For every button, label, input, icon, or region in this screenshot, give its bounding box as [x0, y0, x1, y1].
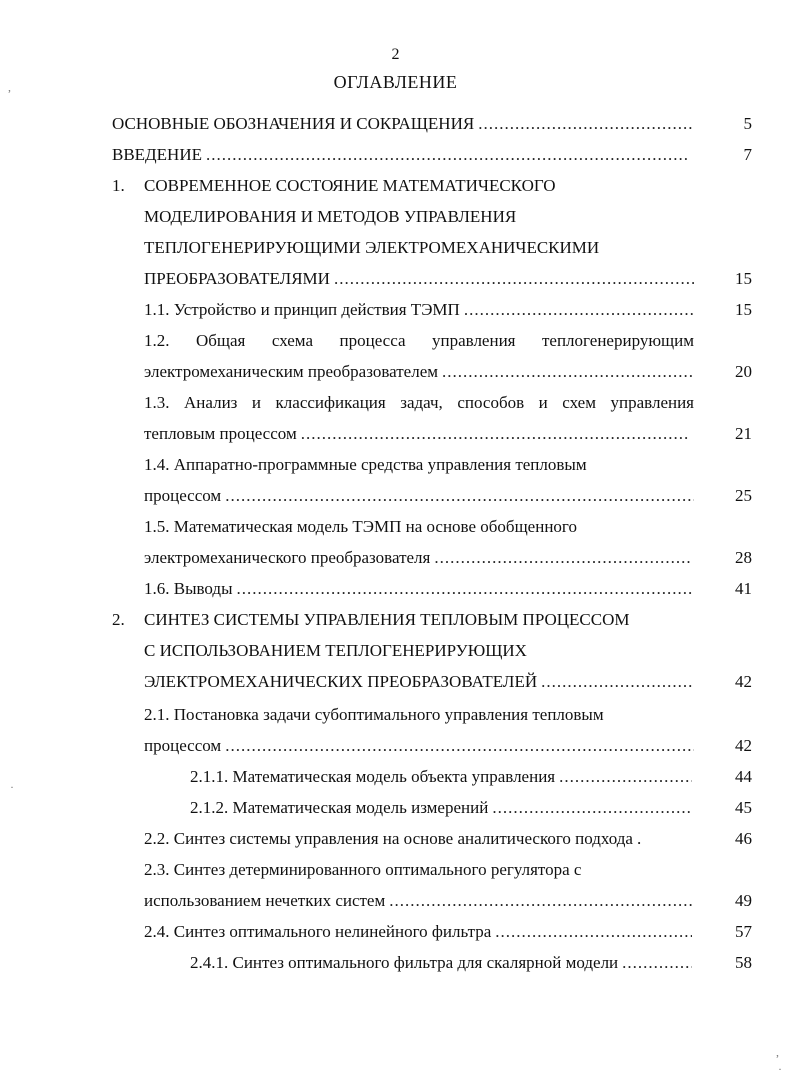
toc-entry [144, 548, 690, 568]
toc-entry-text: 1.4. Аппаратно-программные средства управления тепловым [144, 455, 587, 474]
toc-entry-text: 2.1.1. Математическая модель объекта управления [190, 767, 556, 786]
toc-page-number: 15 [735, 269, 752, 288]
chapter-title-line: СОВРЕМЕННОЕ СОСТОЯНИЕ МАТЕМАТИЧЕСКОГО [144, 176, 556, 195]
leader-dots [464, 300, 694, 320]
leader-dots [495, 922, 692, 942]
toc-page-number: 5 [743, 114, 752, 133]
toc-entry-text: ОСНОВНЫЕ ОБОЗНАЧЕНИЯ И СОКРАЩЕНИЯ [112, 114, 475, 133]
toc-page-number: 42 [735, 672, 752, 691]
leader-dots: . [636, 829, 642, 848]
toc-page-number: 57 [735, 922, 752, 941]
toc-entry-text: процессом [144, 736, 222, 755]
toc-entry-text: 2.1. Постановка задачи субоптимального управления тепловым [144, 705, 604, 724]
toc-entry-text: электромеханического преобразователя [144, 548, 431, 567]
toc-entry [190, 798, 692, 818]
page-title: ОГЛАВЛЕНИЕ [333, 72, 458, 92]
toc-page-number: 58 [735, 953, 752, 972]
toc-page-number: 44 [735, 767, 752, 786]
leader-dots [442, 362, 694, 382]
toc-entry [112, 114, 694, 134]
chapter-title-line: МОДЕЛИРОВАНИЯ И МЕТОДОВ УПРАВЛЕНИЯ [144, 207, 517, 226]
toc-entry [144, 579, 694, 599]
toc-page-number: 42 [735, 736, 752, 755]
toc-entry [144, 424, 690, 444]
chapter-title-line: ТЕПЛОГЕНЕРИРУЮЩИМИ ЭЛЕКТРОМЕХАНИЧЕСКИМИ [144, 238, 600, 257]
toc-entry-text: 2.4.1. Синтез оптимального фильтра для скалярной модели [190, 953, 619, 972]
toc-entry-text: 2.2. Синтез системы управления на основе аналитического подхода [144, 829, 633, 848]
toc-page-number: 49 [735, 891, 752, 910]
toc-entry [144, 922, 692, 942]
scan-speck: · [10, 780, 14, 794]
toc-entry [190, 767, 692, 787]
toc-entry [112, 145, 690, 165]
toc-page-number: 41 [735, 579, 752, 598]
toc-entry-text: электромеханическим преобразователем [144, 362, 439, 381]
toc-entry-text: тепловым процессом [144, 424, 297, 443]
leader-dots [206, 145, 690, 165]
leader-dots [225, 486, 694, 506]
scan-speck: , [776, 1045, 779, 1059]
toc-page-number: 20 [735, 362, 752, 381]
toc-entry-text: 2.1.2. Математическая модель измерений [190, 798, 489, 817]
toc-entry [144, 486, 694, 506]
leader-dots [301, 424, 690, 444]
toc-page-number: 45 [735, 798, 752, 817]
leader-dots [237, 579, 694, 599]
toc-page-number: 15 [735, 300, 752, 319]
toc-entry [144, 362, 694, 382]
leader-dots [389, 891, 694, 911]
leader-dots [622, 953, 692, 973]
toc-entry-text: 2.3. Синтез детерминированного оптимального регулятора с [144, 860, 582, 879]
toc-page-number: 7 [743, 145, 752, 164]
toc-entry [144, 269, 694, 289]
toc-entry-text: 1.5. Математическая модель ТЭМП на основе обобщенного [144, 517, 577, 536]
toc-entry [144, 300, 694, 320]
toc-entry [144, 891, 694, 911]
chapter-number: 1. [112, 176, 125, 195]
chapter-title-line: ПРЕОБРАЗОВАТЕЛЯМИ [144, 269, 330, 288]
toc-entry-text: 1.1. Устройство и принцип действия ТЭМП [144, 300, 460, 319]
toc-entry [144, 672, 694, 692]
toc-entry-text: процессом [144, 486, 222, 505]
leader-dots [434, 548, 690, 568]
toc-entry-text: 1.6. Выводы [144, 579, 233, 598]
toc-entry-text: 1.2. Общая схема процесса управления теплогенерирующим [144, 331, 694, 350]
chapter-title-line: С ИСПОЛЬЗОВАНИЕМ ТЕПЛОГЕНЕРИРУЮЩИХ [144, 641, 527, 660]
leader-dots [541, 672, 694, 692]
chapter-number: 2. [112, 610, 125, 629]
chapter-title-line: СИНТЕЗ СИСТЕМЫ УПРАВЛЕНИЯ ТЕПЛОВЫМ ПРОЦЕССОМ [144, 610, 630, 629]
toc-page-number: 21 [735, 424, 752, 443]
toc-entry-text: ВВЕДЕНИЕ [112, 145, 202, 164]
toc-page-number: 25 [735, 486, 752, 505]
leader-dots [334, 269, 694, 289]
toc-entry [190, 953, 692, 973]
scan-speck: , [8, 80, 11, 94]
chapter-title-line: ЭЛЕКТРОМЕХАНИЧЕСКИХ ПРЕОБРАЗОВАТЕЛЕЙ [144, 672, 538, 691]
toc-entry [144, 829, 700, 849]
leader-dots [492, 798, 692, 818]
toc-entry-text: 2.4. Синтез оптимального нелинейного фильтра [144, 922, 492, 941]
toc-entry-text: 1.3. Анализ и классификация задач, способов и схем управления [144, 393, 694, 412]
page-number: 2 [391, 46, 400, 63]
leader-dots [225, 736, 694, 756]
toc-entry [144, 736, 694, 756]
leader-dots [559, 767, 692, 787]
leader-dots [478, 114, 694, 134]
toc-page-number: 28 [735, 548, 752, 567]
scan-speck: · [778, 1062, 782, 1076]
toc-entry-text: использованием нечетких систем [144, 891, 386, 910]
toc-page-number: 46 [735, 829, 752, 848]
